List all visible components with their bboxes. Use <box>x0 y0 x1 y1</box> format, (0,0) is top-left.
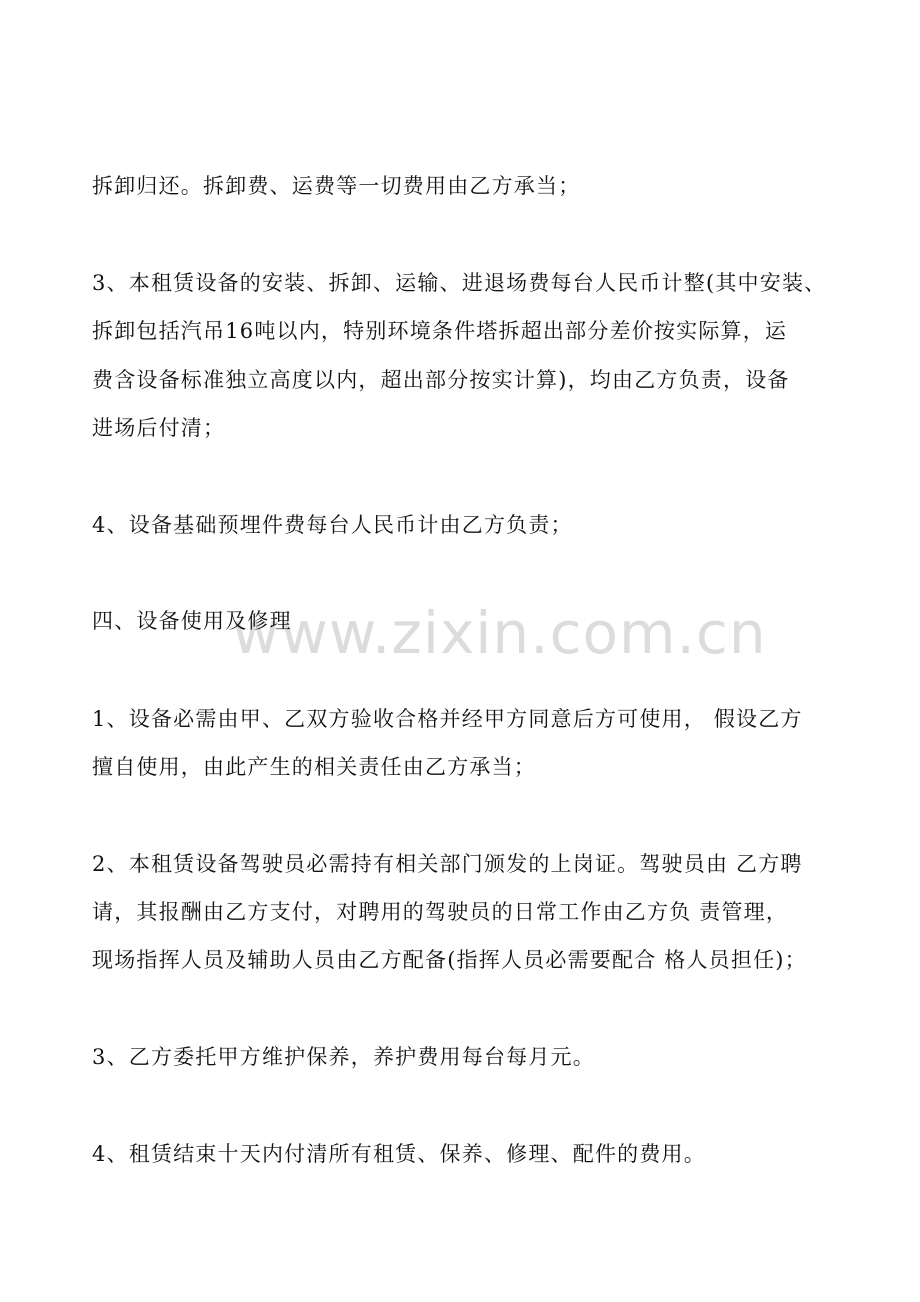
text-line: 1、设备必需由甲、乙双方验收合格并经甲方同意后方可使用， 假设乙方 <box>92 707 803 731</box>
text-line: 3、本租赁设备的安装、拆卸、运输、进退场费每台人民币计整(其中安装、 <box>92 271 827 295</box>
text-line: 3、乙方委托甲方维护保养，养护费用每台每月元。 <box>92 1045 595 1069</box>
text-line: 现场指挥人员及辅助人员由乙方配备(指挥人员必需要配合 格人员担任)； <box>92 948 807 972</box>
text-line: 费含设备标准独立高度以内，超出部分按实计算)，均由乙方负责，设备 <box>92 368 790 392</box>
text-line: 4、设备基础预埋件费每台人民币计由乙方负责； <box>92 513 573 537</box>
text-line: 拆卸归还。拆卸费、运费等一切费用由乙方承当； <box>92 174 581 198</box>
watermark: www.zixin.com.cn <box>232 599 767 667</box>
text-line: 进场后付清； <box>92 416 226 440</box>
text-line: 请，其报酬由乙方支付，对聘用的驾驶员的日常工作由乙方负 责管理， <box>92 900 789 924</box>
text-line: 拆卸包括汽吊16吨以内，特别环境条件塔拆超出部分差价按实际算，运 <box>92 319 788 343</box>
text-line: 擅自使用，由此产生的相关责任由乙方承当； <box>92 755 536 779</box>
text-line: 2、本租赁设备驾驶员必需持有相关部门颁发的上岗证。驾驶员由 乙方聘 <box>92 852 803 876</box>
section-heading: 四、设备使用及修理 <box>92 609 292 633</box>
text-line: 4、租赁结束十天内付清所有租赁、保养、修理、配件的费用。 <box>92 1142 706 1166</box>
